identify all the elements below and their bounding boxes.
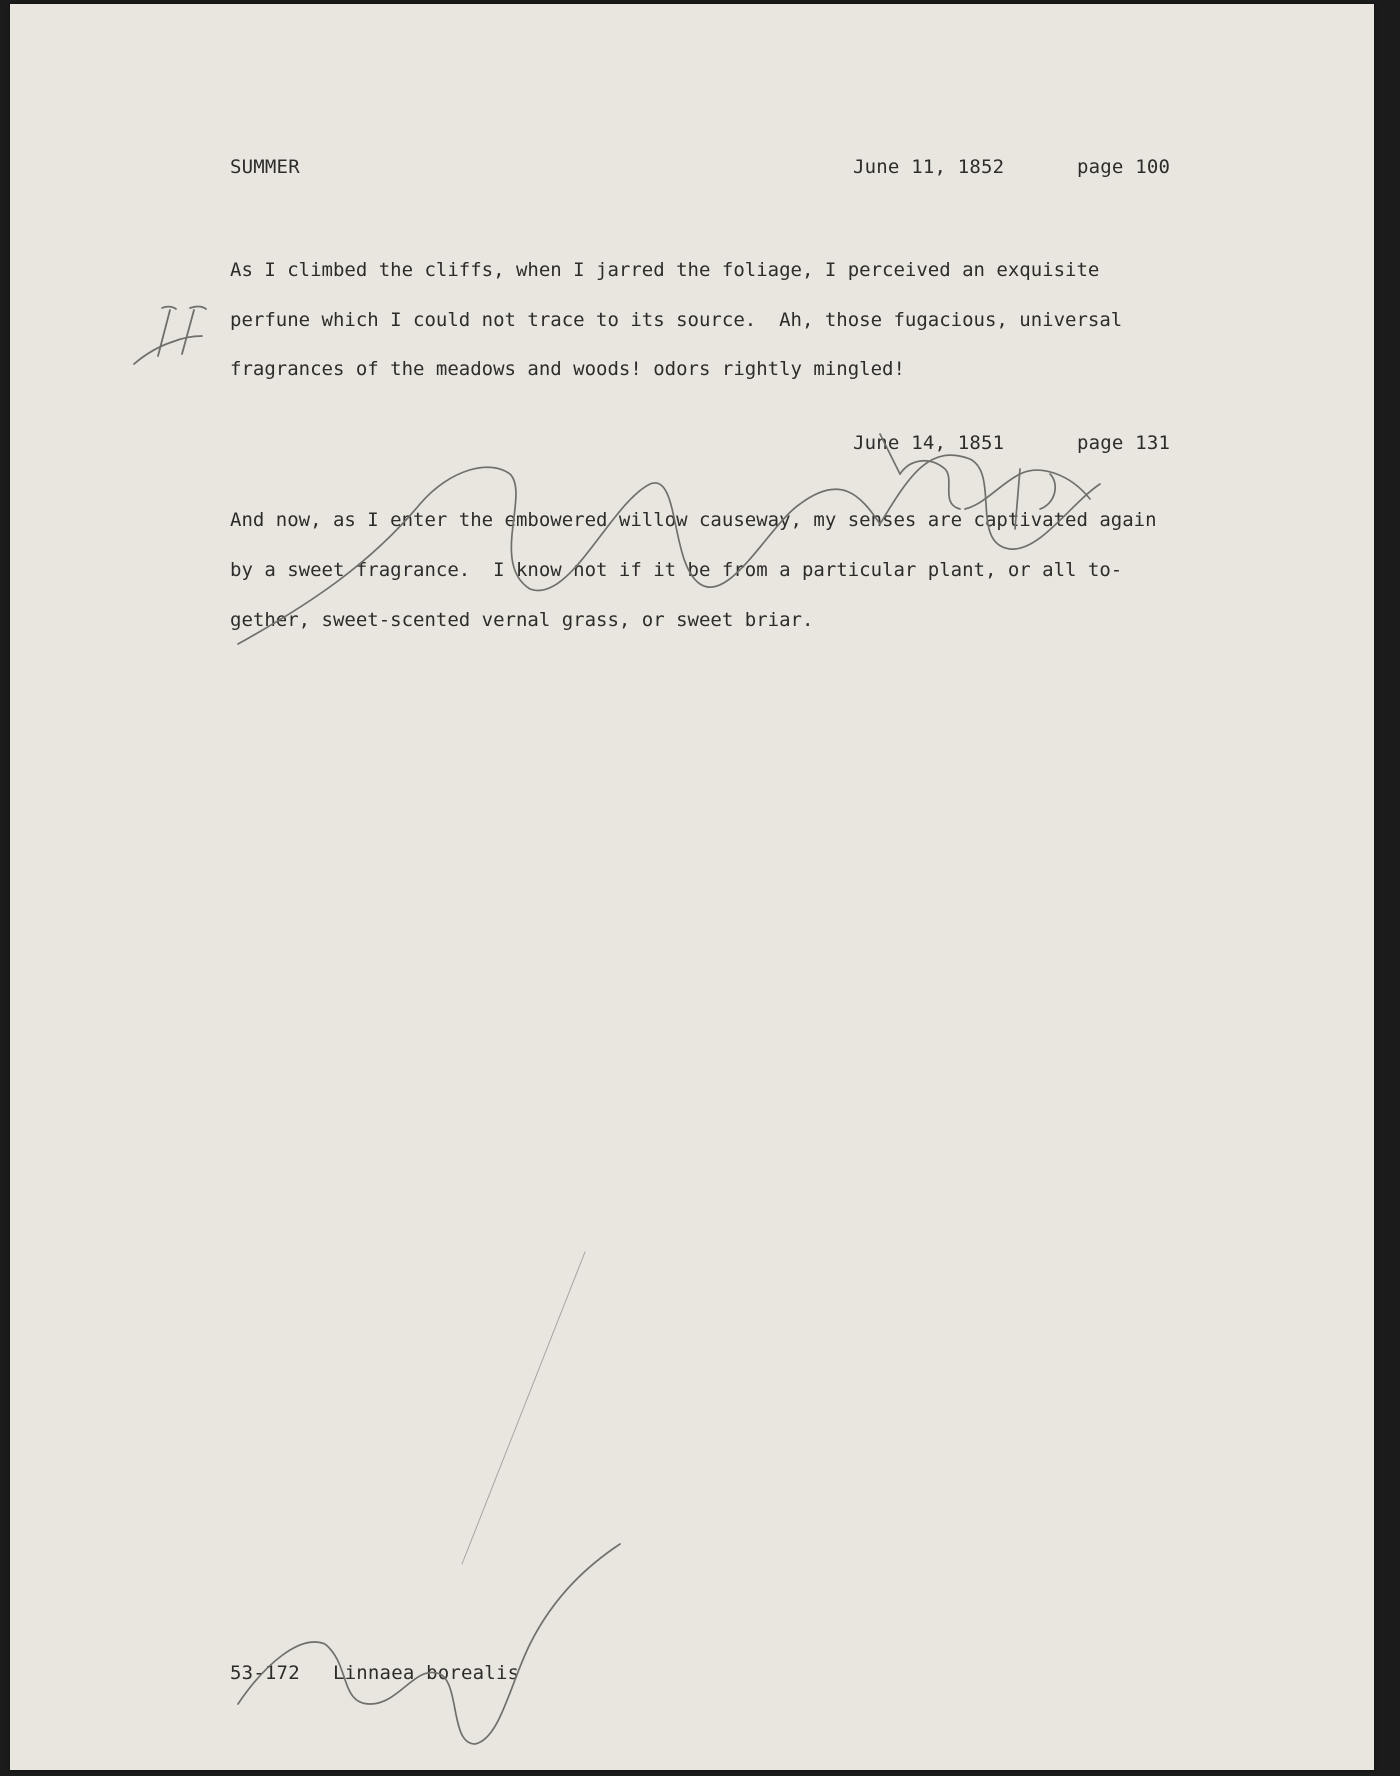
- entry-1-line-1: As I climbed the cliffs, when I jarred the foliage, I perceived an exquisite: [230, 259, 1100, 281]
- pencil-stray-line: [462, 1252, 585, 1564]
- entry-1-line-2: perfune which I could not trace to its source. Ah, those fugacious, universal: [230, 309, 1123, 331]
- entry-1-line-3: fragrances of the meadows and woods! odors rightly mingled!: [230, 358, 905, 380]
- entry-page: page 100: [1077, 156, 1171, 178]
- entry-2-page: page 131: [1077, 432, 1171, 454]
- footer-code: 53-172: [230, 1662, 300, 1684]
- pencil-scribble-footer: [238, 1544, 620, 1744]
- entry-2-date: June 14, 1851: [853, 432, 1005, 454]
- entry-2-line-3: gether, sweet-scented vernal grass, or sweet briar.: [230, 609, 814, 631]
- entry-2-line-1: And now, as I enter the embowered willow causeway, my senses are captivated again: [230, 509, 1157, 531]
- footer-species: Linnaea borealis: [333, 1662, 520, 1684]
- section-title: SUMMER: [230, 156, 300, 178]
- entry-date: June 11, 1852: [853, 156, 1005, 178]
- document-page: [10, 4, 1374, 1770]
- margin-note-roman-two: [134, 307, 206, 364]
- entry-2-line-2: by a sweet fragrance. I know not if it be from a particular plant, or all to-: [230, 559, 1123, 581]
